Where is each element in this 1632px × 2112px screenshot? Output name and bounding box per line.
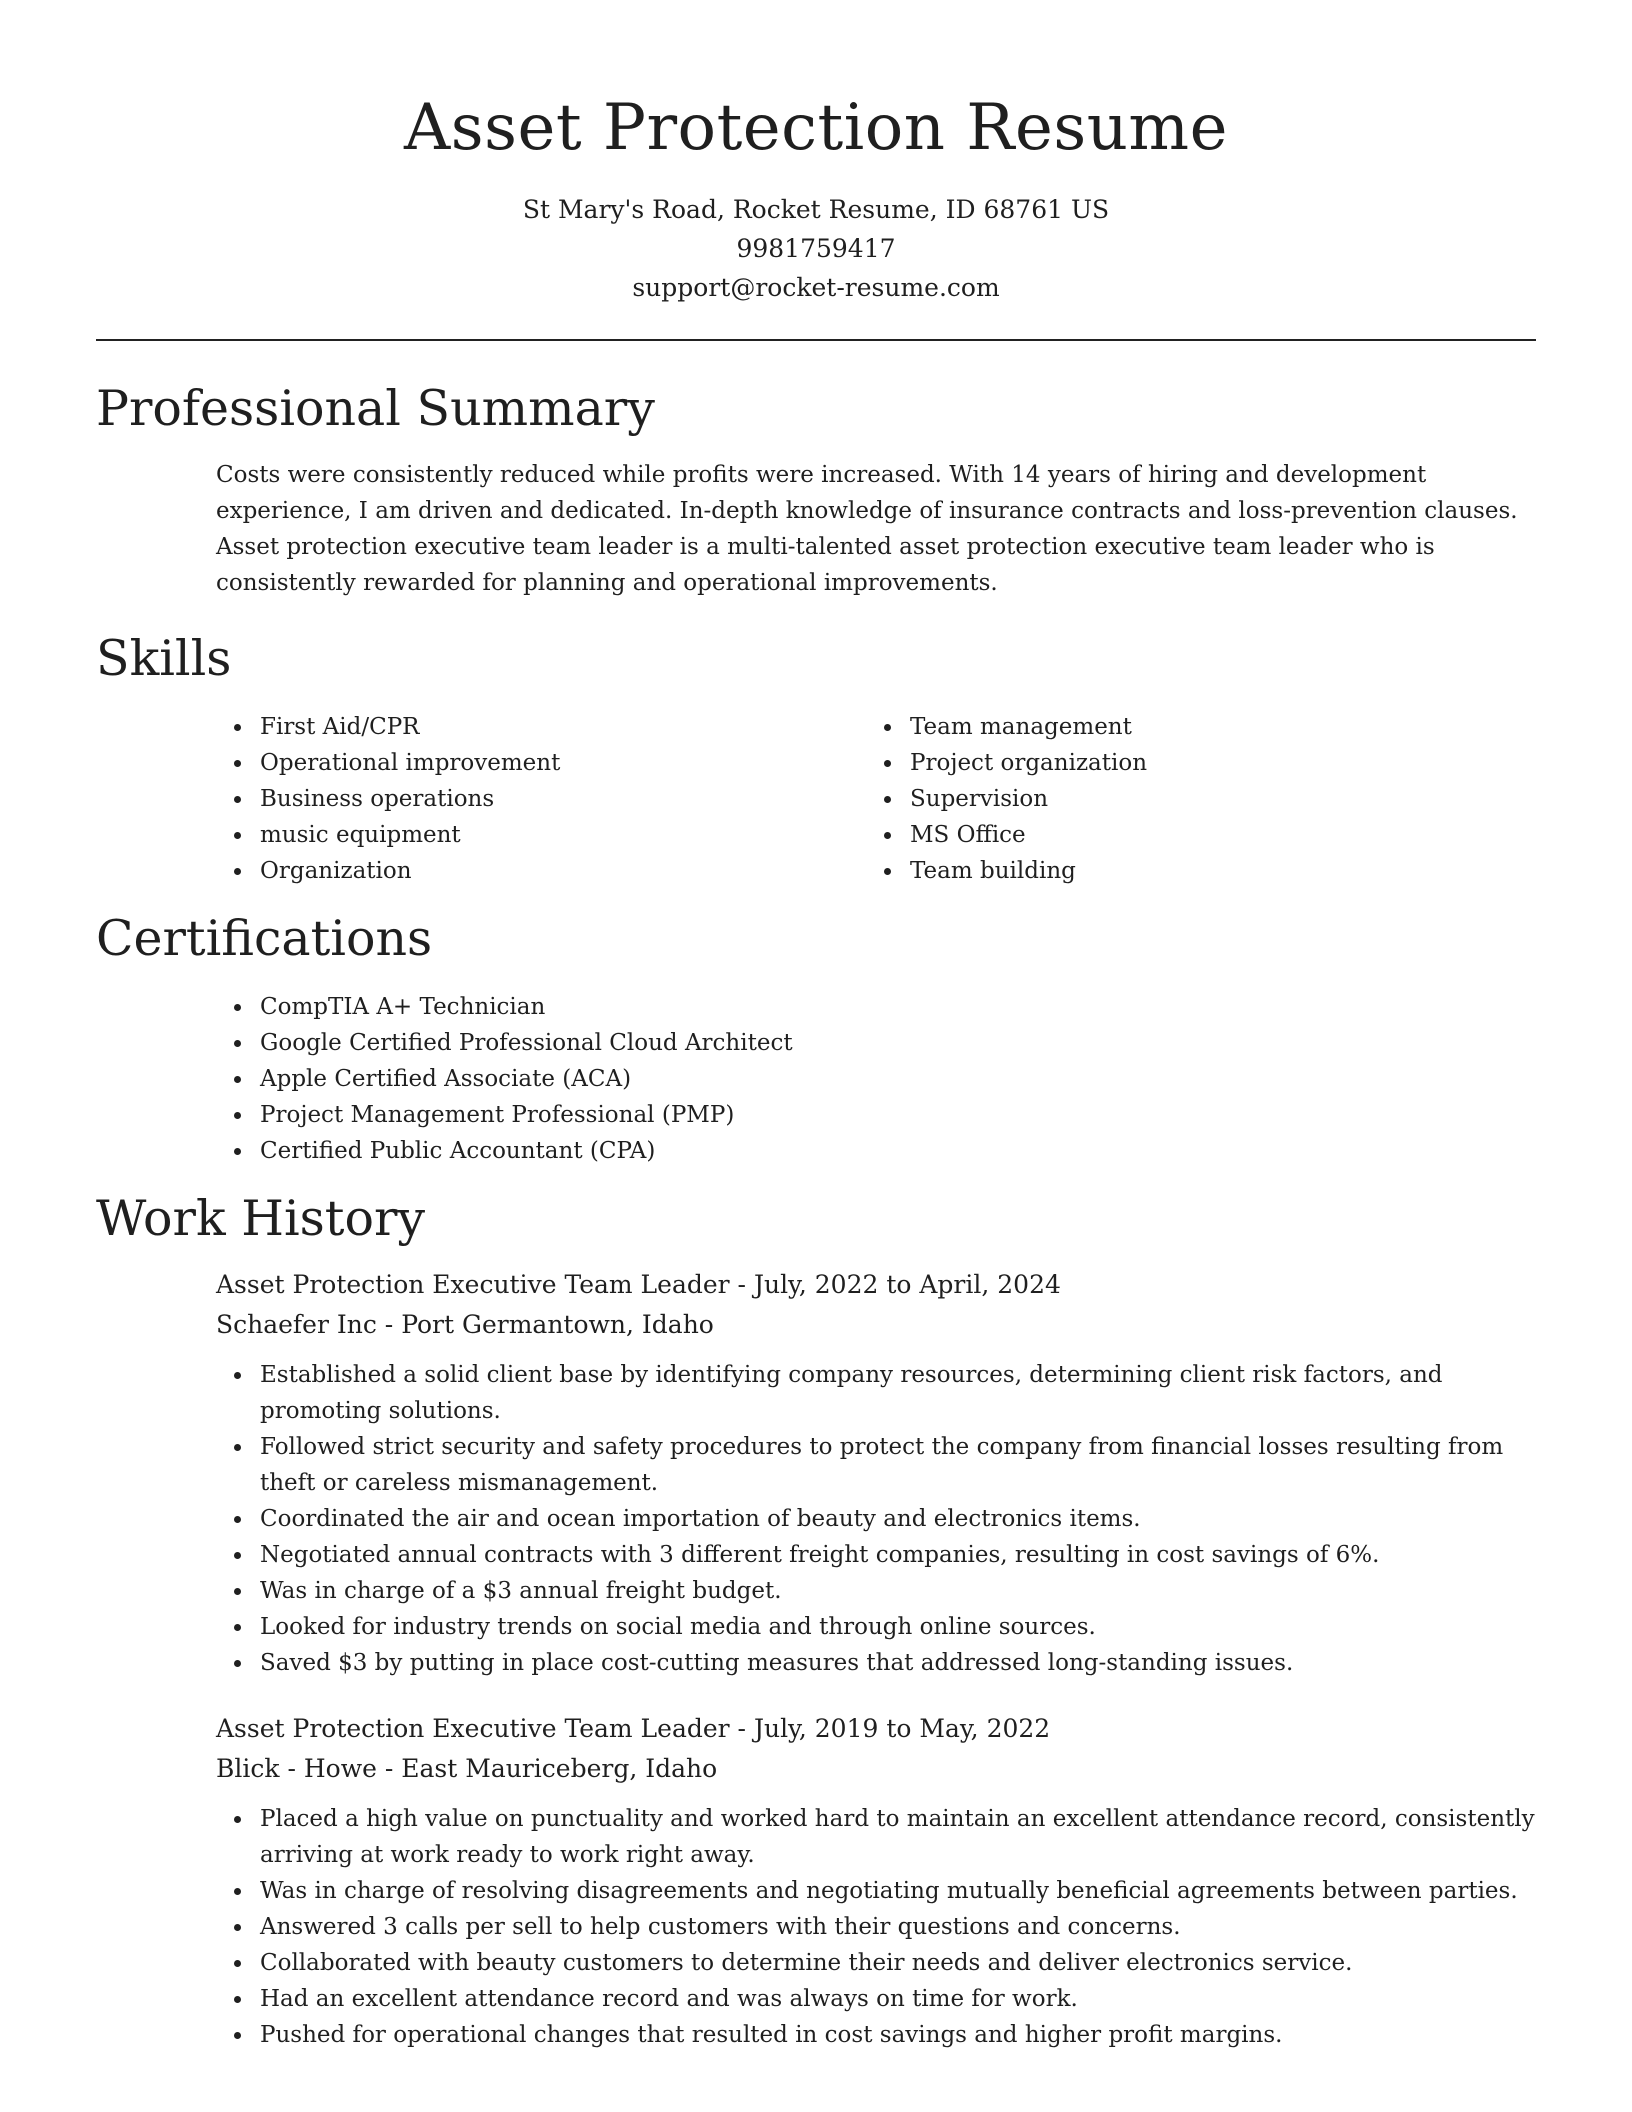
certifications-list — [96, 989, 1536, 1169]
skills-section — [96, 629, 1536, 889]
job-bullet: Established a solid client base by identifying company resources, determining client risk factors, and promoting solutions. — [260, 1357, 1536, 1429]
job-bullet: Followed strict security and safety procedures to protect the company from financial losses resulting from theft or careless mismanagement. — [260, 1429, 1536, 1501]
certification-item: Google Certified Professional Cloud Architect — [260, 1025, 1536, 1061]
contact-block — [96, 190, 1536, 307]
job-bullet: Placed a high value on punctuality and worked hard to maintain an excellent attendance record, consistently arriving at work ready to work right away. — [260, 1801, 1536, 1873]
section-title-work-history: Work History — [96, 1190, 426, 1247]
skills-column-left — [96, 709, 746, 889]
section-title-skills: Skills — [96, 630, 232, 687]
skill-item: Project organization — [910, 745, 1396, 781]
job-bullet: Pushed for operational changes that resulted in cost savings and higher profit margins. — [260, 2017, 1536, 2053]
section-title-summary: Professional Summary — [96, 380, 655, 437]
skill-item: music equipment — [260, 817, 746, 853]
contact-email: support@rocket-resume.com — [632, 273, 1000, 302]
contact-phone: 9981759417 — [736, 234, 896, 263]
job-entry — [96, 1709, 1536, 2053]
job-bullet: Looked for industry trends on social media and through online sources. — [260, 1609, 1536, 1645]
skill-item: MS Office — [910, 817, 1396, 853]
summary-section — [96, 379, 1536, 601]
skills-columns — [96, 709, 1536, 889]
job-bullets — [96, 1801, 1536, 2053]
job-bullet: Was in charge of a $3 annual freight budget. — [260, 1573, 1536, 1609]
job-bullet: Was in charge of resolving disagreements and negotiating mutually beneficial agreements between parties. — [260, 1873, 1536, 1909]
skill-item: Organization — [260, 853, 746, 889]
skills-column-right — [746, 709, 1396, 889]
certification-item: Certified Public Accountant (CPA) — [260, 1133, 1536, 1169]
certifications-section — [96, 909, 1536, 1169]
skill-item: Business operations — [260, 781, 746, 817]
job-bullet: Answered 3 calls per sell to help customers with their questions and concerns. — [260, 1909, 1536, 1945]
skill-item: Operational improvement — [260, 745, 746, 781]
contact-address: St Mary's Road, Rocket Resume, ID 68761 US — [522, 195, 1110, 224]
certification-item: Apple Certified Associate (ACA) — [260, 1061, 1536, 1097]
resume-title: Asset Protection Resume — [404, 91, 1228, 165]
job-title-line: Asset Protection Executive Team Leader - July, 2019 to May, 2022 — [216, 1714, 1051, 1743]
skill-item: Team management — [910, 709, 1396, 745]
certification-item: Project Management Professional (PMP) — [260, 1097, 1536, 1133]
skill-item: Team building — [910, 853, 1396, 889]
job-bullet: Had an excellent attendance record and was always on time for work. — [260, 1981, 1536, 2017]
job-bullet: Coordinated the air and ocean importation of beauty and electronics items. — [260, 1501, 1536, 1537]
job-entry — [96, 1265, 1536, 1681]
job-bullet: Collaborated with beauty customers to determine their needs and deliver electronics service. — [260, 1945, 1536, 1981]
header-divider — [96, 339, 1536, 341]
job-bullet: Saved $3 by putting in place cost-cutting measures that addressed long-standing issues. — [260, 1645, 1536, 1681]
skill-item: Supervision — [910, 781, 1396, 817]
certification-item: CompTIA A+ Technician — [260, 989, 1536, 1025]
job-bullets — [96, 1357, 1536, 1681]
summary-text: Costs were consistently reduced while profits were increased. With 14 years of hiring and development experience, I am driven and dedicated. In-depth knowledge of insurance contracts and loss-prevention clauses. Asset protection executive team leader is a multi-talented asset protection executive team leader who is consistently rewarded for planning and operational improvements. — [216, 462, 1518, 596]
section-title-certifications: Certifications — [96, 910, 433, 967]
job-company-line: Blick - Howe - East Mauriceberg, Idaho — [216, 1754, 718, 1783]
resume-page — [96, 0, 1536, 2053]
job-bullet: Negotiated annual contracts with 3 different freight companies, resulting in cost savings of 6%. — [260, 1537, 1536, 1573]
job-company-line: Schaefer Inc - Port Germantown, Idaho — [216, 1310, 714, 1339]
job-title-line: Asset Protection Executive Team Leader - July, 2022 to April, 2024 — [216, 1270, 1061, 1299]
work-history-section — [96, 1189, 1536, 2053]
skill-item: First Aid/CPR — [260, 709, 746, 745]
